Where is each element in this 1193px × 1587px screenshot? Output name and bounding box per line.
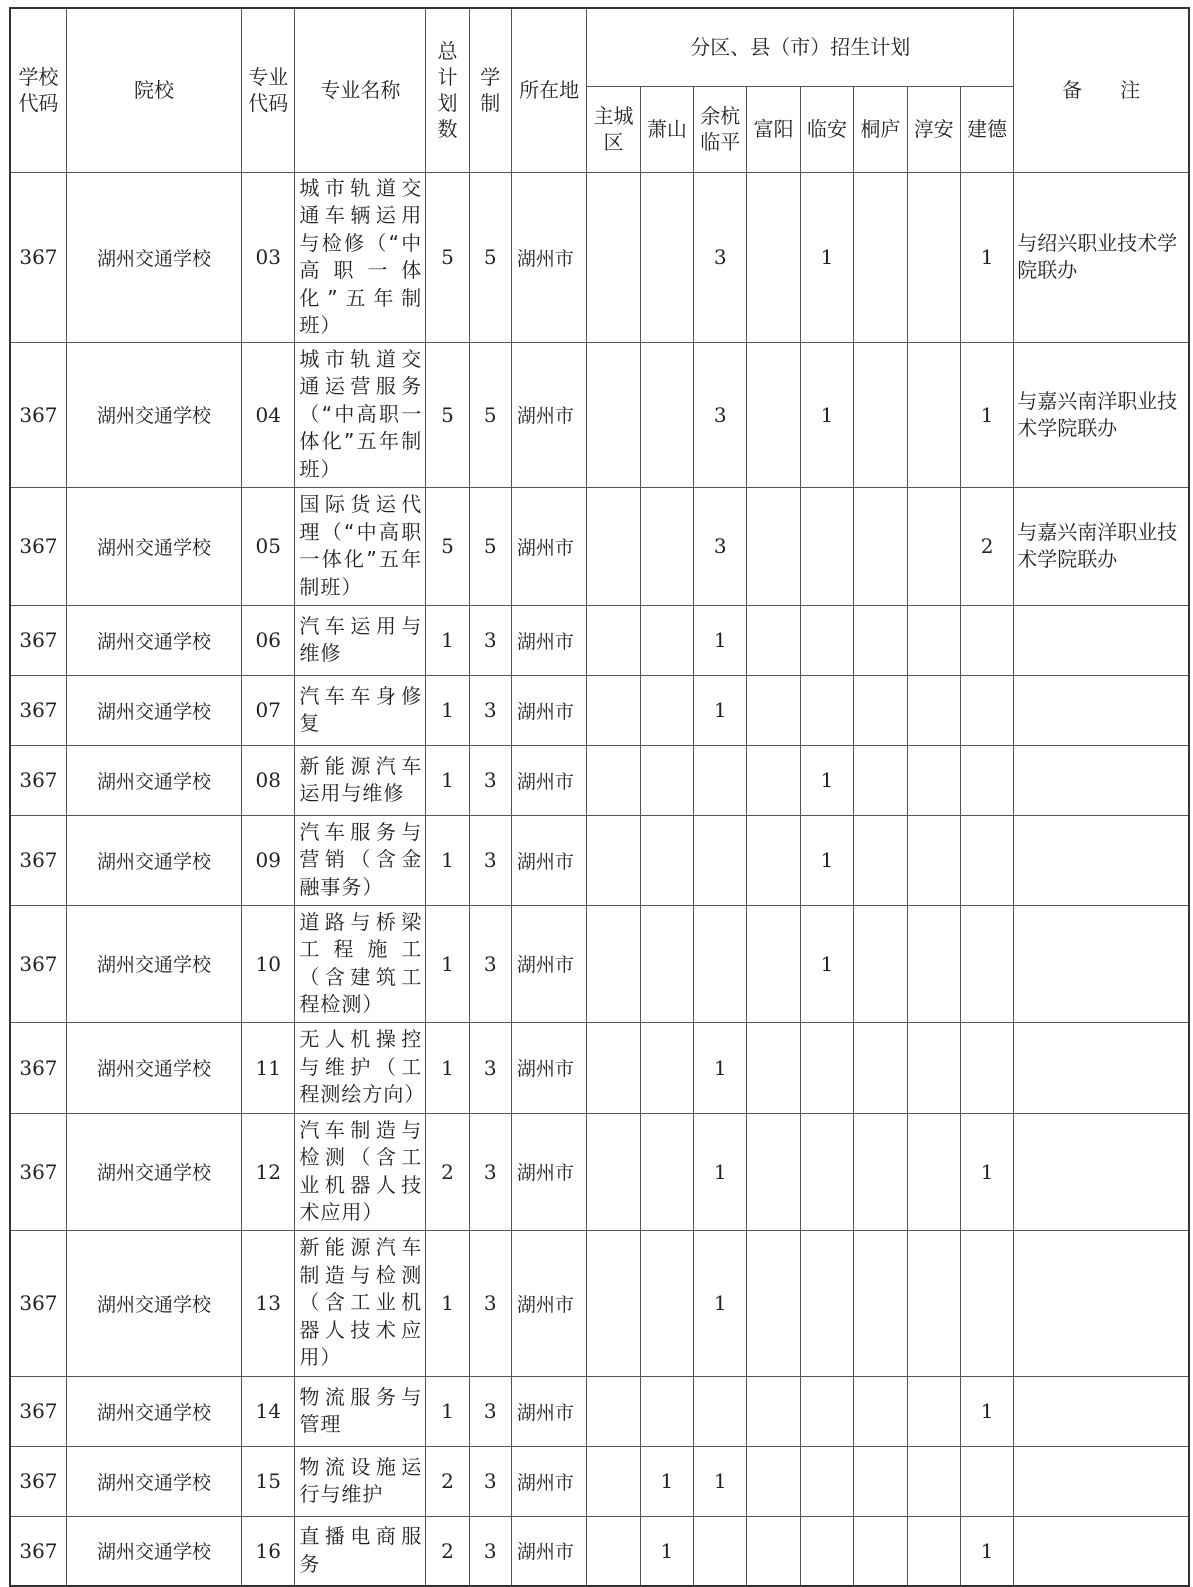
cell-yuhang-linping bbox=[694, 1516, 747, 1586]
cell-major-code: 16 bbox=[242, 1516, 295, 1586]
cell-linan bbox=[800, 1516, 853, 1586]
cell-tonglu bbox=[854, 1376, 907, 1446]
cell-linan: 1 bbox=[800, 342, 853, 487]
cell-location: 湖州市 bbox=[511, 745, 587, 815]
cell-remark bbox=[1014, 745, 1189, 815]
table-row bbox=[10, 1516, 1189, 1586]
cell-school: 湖州交通学校 bbox=[66, 1376, 241, 1446]
cell-duration: 3 bbox=[469, 905, 511, 1022]
table-header bbox=[10, 8, 1189, 172]
cell-major-name: 国际货运代理（“中高职一体化”五年制班） bbox=[295, 487, 426, 605]
cell-total: 1 bbox=[426, 1376, 469, 1446]
cell-xiaoshan bbox=[640, 605, 693, 675]
cell-school: 湖州交通学校 bbox=[66, 815, 241, 905]
cell-xiaoshan bbox=[640, 675, 693, 745]
cell-major-name: 汽车制造与检测（含工业机器人技术应用） bbox=[295, 1113, 426, 1230]
cell-location: 湖州市 bbox=[511, 172, 587, 342]
table-row bbox=[10, 605, 1189, 675]
cell-major-name: 新能源汽车制造与检测（含工业机器人技术应用） bbox=[295, 1230, 426, 1376]
cell-school: 湖州交通学校 bbox=[66, 905, 241, 1022]
cell-total: 5 bbox=[426, 487, 469, 605]
cell-fuyang bbox=[747, 1446, 800, 1516]
cell-chunan bbox=[907, 1113, 960, 1230]
table-row bbox=[10, 342, 1189, 487]
cell-jiande bbox=[960, 1446, 1013, 1516]
cell-zhucheng bbox=[587, 905, 640, 1022]
cell-linan bbox=[800, 1022, 853, 1113]
cell-jiande bbox=[960, 675, 1013, 745]
cell-school-code: 367 bbox=[10, 1376, 66, 1446]
cell-major-name: 道路与桥梁工程施工（含建筑工程检测） bbox=[295, 905, 426, 1022]
cell-jiande: 1 bbox=[960, 1516, 1013, 1586]
cell-major-code: 03 bbox=[242, 172, 295, 342]
cell-linan bbox=[800, 487, 853, 605]
cell-linan bbox=[800, 675, 853, 745]
cell-yuhang-linping: 1 bbox=[694, 1113, 747, 1230]
cell-duration: 3 bbox=[469, 675, 511, 745]
cell-linan: 1 bbox=[800, 172, 853, 342]
header-district-jiande: 建德 bbox=[960, 86, 1013, 172]
header-district-xiaoshan: 萧山 bbox=[640, 86, 693, 172]
cell-location: 湖州市 bbox=[511, 1113, 587, 1230]
cell-tonglu bbox=[854, 1446, 907, 1516]
cell-major-name: 城市轨道交通车辆运用与检修（“中高职一体化”五年制班） bbox=[295, 172, 426, 342]
cell-xiaoshan bbox=[640, 1376, 693, 1446]
cell-chunan bbox=[907, 487, 960, 605]
cell-remark bbox=[1014, 905, 1189, 1022]
header-major-code: 专业代码 bbox=[242, 8, 295, 172]
cell-remark: 与嘉兴南洋职业技术学院联办 bbox=[1014, 342, 1189, 487]
cell-school: 湖州交通学校 bbox=[66, 1022, 241, 1113]
cell-total: 1 bbox=[426, 1230, 469, 1376]
cell-tonglu bbox=[854, 342, 907, 487]
cell-total: 5 bbox=[426, 342, 469, 487]
header-remarks: 备注 bbox=[1014, 8, 1189, 172]
cell-xiaoshan bbox=[640, 1022, 693, 1113]
header-district-fuyang: 富阳 bbox=[747, 86, 800, 172]
cell-school: 湖州交通学校 bbox=[66, 342, 241, 487]
cell-remark bbox=[1014, 1446, 1189, 1516]
cell-tonglu bbox=[854, 1113, 907, 1230]
cell-tonglu bbox=[854, 1022, 907, 1113]
cell-major-name: 城市轨道交通运营服务（“中高职一体化”五年制班） bbox=[295, 342, 426, 487]
cell-major-code: 12 bbox=[242, 1113, 295, 1230]
cell-fuyang bbox=[747, 1376, 800, 1446]
cell-tonglu bbox=[854, 172, 907, 342]
cell-major-code: 04 bbox=[242, 342, 295, 487]
cell-fuyang bbox=[747, 342, 800, 487]
cell-chunan bbox=[907, 675, 960, 745]
cell-tonglu bbox=[854, 815, 907, 905]
cell-school: 湖州交通学校 bbox=[66, 1113, 241, 1230]
table-row bbox=[10, 1376, 1189, 1446]
cell-tonglu bbox=[854, 1230, 907, 1376]
cell-school: 湖州交通学校 bbox=[66, 745, 241, 815]
cell-fuyang bbox=[747, 1022, 800, 1113]
cell-school-code: 367 bbox=[10, 1446, 66, 1516]
cell-xiaoshan bbox=[640, 745, 693, 815]
cell-jiande bbox=[960, 1022, 1013, 1113]
cell-yuhang-linping: 1 bbox=[694, 1230, 747, 1376]
cell-school-code: 367 bbox=[10, 487, 66, 605]
cell-total: 2 bbox=[426, 1516, 469, 1586]
cell-xiaoshan bbox=[640, 1113, 693, 1230]
cell-school-code: 367 bbox=[10, 905, 66, 1022]
table-row bbox=[10, 745, 1189, 815]
cell-fuyang bbox=[747, 172, 800, 342]
cell-major-name: 无人机操控与维护（工程测绘方向） bbox=[295, 1022, 426, 1113]
cell-duration: 3 bbox=[469, 815, 511, 905]
cell-school: 湖州交通学校 bbox=[66, 1516, 241, 1586]
cell-zhucheng bbox=[587, 815, 640, 905]
table-row bbox=[10, 815, 1189, 905]
cell-zhucheng bbox=[587, 1022, 640, 1113]
cell-xiaoshan bbox=[640, 342, 693, 487]
cell-chunan bbox=[907, 905, 960, 1022]
cell-total: 1 bbox=[426, 815, 469, 905]
cell-yuhang-linping bbox=[694, 745, 747, 815]
cell-location: 湖州市 bbox=[511, 905, 587, 1022]
cell-major-code: 13 bbox=[242, 1230, 295, 1376]
cell-tonglu bbox=[854, 675, 907, 745]
header-district-yuhang-linping: 余杭临平 bbox=[694, 86, 747, 172]
cell-chunan bbox=[907, 172, 960, 342]
cell-tonglu bbox=[854, 1516, 907, 1586]
cell-remark bbox=[1014, 675, 1189, 745]
cell-tonglu bbox=[854, 745, 907, 815]
cell-duration: 3 bbox=[469, 1516, 511, 1586]
cell-xiaoshan bbox=[640, 172, 693, 342]
cell-school: 湖州交通学校 bbox=[66, 605, 241, 675]
cell-location: 湖州市 bbox=[511, 487, 587, 605]
cell-remark bbox=[1014, 815, 1189, 905]
header-school: 院校 bbox=[66, 8, 241, 172]
cell-location: 湖州市 bbox=[511, 605, 587, 675]
cell-school-code: 367 bbox=[10, 605, 66, 675]
cell-major-code: 11 bbox=[242, 1022, 295, 1113]
table-row bbox=[10, 905, 1189, 1022]
cell-zhucheng bbox=[587, 745, 640, 815]
cell-total: 1 bbox=[426, 605, 469, 675]
cell-school-code: 367 bbox=[10, 342, 66, 487]
cell-duration: 5 bbox=[469, 342, 511, 487]
cell-zhucheng bbox=[587, 1446, 640, 1516]
cell-fuyang bbox=[747, 1230, 800, 1376]
cell-tonglu bbox=[854, 487, 907, 605]
cell-jiande bbox=[960, 905, 1013, 1022]
cell-yuhang-linping: 1 bbox=[694, 1022, 747, 1113]
cell-chunan bbox=[907, 1516, 960, 1586]
cell-remark bbox=[1014, 605, 1189, 675]
cell-tonglu bbox=[854, 905, 907, 1022]
cell-school-code: 367 bbox=[10, 1022, 66, 1113]
cell-chunan bbox=[907, 1376, 960, 1446]
cell-remark bbox=[1014, 1516, 1189, 1586]
cell-chunan bbox=[907, 342, 960, 487]
cell-jiande: 1 bbox=[960, 1113, 1013, 1230]
table-row bbox=[10, 1113, 1189, 1230]
cell-zhucheng bbox=[587, 342, 640, 487]
header-district-linan: 临安 bbox=[800, 86, 853, 172]
cell-duration: 5 bbox=[469, 172, 511, 342]
cell-major-name: 汽车运用与维修 bbox=[295, 605, 426, 675]
cell-total: 2 bbox=[426, 1446, 469, 1516]
table-row bbox=[10, 675, 1189, 745]
cell-yuhang-linping: 1 bbox=[694, 675, 747, 745]
enrollment-plan-sheet bbox=[9, 7, 1190, 1587]
cell-fuyang bbox=[747, 487, 800, 605]
cell-school: 湖州交通学校 bbox=[66, 1230, 241, 1376]
cell-zhucheng bbox=[587, 487, 640, 605]
cell-zhucheng bbox=[587, 1516, 640, 1586]
cell-xiaoshan bbox=[640, 487, 693, 605]
cell-xiaoshan: 1 bbox=[640, 1516, 693, 1586]
cell-jiande bbox=[960, 815, 1013, 905]
cell-location: 湖州市 bbox=[511, 675, 587, 745]
cell-fuyang bbox=[747, 1516, 800, 1586]
cell-major-code: 15 bbox=[242, 1446, 295, 1516]
cell-yuhang-linping: 3 bbox=[694, 487, 747, 605]
table-row bbox=[10, 1230, 1189, 1376]
header-district-tonglu: 桐庐 bbox=[854, 86, 907, 172]
cell-chunan bbox=[907, 815, 960, 905]
cell-remark bbox=[1014, 1022, 1189, 1113]
cell-fuyang bbox=[747, 745, 800, 815]
cell-major-name: 物流服务与管理 bbox=[295, 1376, 426, 1446]
cell-zhucheng bbox=[587, 605, 640, 675]
cell-linan bbox=[800, 1376, 853, 1446]
cell-yuhang-linping: 3 bbox=[694, 172, 747, 342]
cell-xiaoshan bbox=[640, 815, 693, 905]
cell-fuyang bbox=[747, 675, 800, 745]
cell-major-code: 14 bbox=[242, 1376, 295, 1446]
cell-location: 湖州市 bbox=[511, 1446, 587, 1516]
cell-location: 湖州市 bbox=[511, 1376, 587, 1446]
cell-school: 湖州交通学校 bbox=[66, 1446, 241, 1516]
cell-linan bbox=[800, 1113, 853, 1230]
cell-location: 湖州市 bbox=[511, 342, 587, 487]
table-row bbox=[10, 487, 1189, 605]
cell-chunan bbox=[907, 1022, 960, 1113]
header-duration: 学制 bbox=[469, 8, 511, 172]
cell-major-name: 汽车服务与营销（含金融事务） bbox=[295, 815, 426, 905]
cell-linan: 1 bbox=[800, 815, 853, 905]
cell-school: 湖州交通学校 bbox=[66, 172, 241, 342]
cell-major-name: 物流设施运行与维护 bbox=[295, 1446, 426, 1516]
cell-school: 湖州交通学校 bbox=[66, 487, 241, 605]
cell-school-code: 367 bbox=[10, 1516, 66, 1586]
header-major-name: 专业名称 bbox=[295, 8, 426, 172]
cell-jiande: 1 bbox=[960, 342, 1013, 487]
header-district-chunan: 淳安 bbox=[907, 86, 960, 172]
cell-school-code: 367 bbox=[10, 172, 66, 342]
header-district-plan: 分区、县（市）招生计划 bbox=[587, 8, 1014, 86]
table-row bbox=[10, 1446, 1189, 1516]
cell-chunan bbox=[907, 605, 960, 675]
cell-school-code: 367 bbox=[10, 1230, 66, 1376]
cell-chunan bbox=[907, 745, 960, 815]
cell-jiande: 1 bbox=[960, 172, 1013, 342]
table-row bbox=[10, 172, 1189, 342]
cell-remark: 与绍兴职业技术学院联办 bbox=[1014, 172, 1189, 342]
cell-zhucheng bbox=[587, 1230, 640, 1376]
cell-total: 1 bbox=[426, 1022, 469, 1113]
cell-major-code: 10 bbox=[242, 905, 295, 1022]
cell-chunan bbox=[907, 1230, 960, 1376]
cell-school-code: 367 bbox=[10, 1113, 66, 1230]
table-body bbox=[10, 172, 1189, 1586]
cell-yuhang-linping: 3 bbox=[694, 342, 747, 487]
header-school-code: 学校代码 bbox=[10, 8, 66, 172]
cell-major-name: 直播电商服务 bbox=[295, 1516, 426, 1586]
cell-jiande: 2 bbox=[960, 487, 1013, 605]
cell-school: 湖州交通学校 bbox=[66, 675, 241, 745]
cell-yuhang-linping: 1 bbox=[694, 1446, 747, 1516]
cell-school-code: 367 bbox=[10, 675, 66, 745]
cell-zhucheng bbox=[587, 675, 640, 745]
cell-total: 5 bbox=[426, 172, 469, 342]
cell-yuhang-linping bbox=[694, 1376, 747, 1446]
cell-major-code: 08 bbox=[242, 745, 295, 815]
cell-duration: 3 bbox=[469, 605, 511, 675]
cell-yuhang-linping bbox=[694, 905, 747, 1022]
cell-linan: 1 bbox=[800, 745, 853, 815]
cell-remark: 与嘉兴南洋职业技术学院联办 bbox=[1014, 487, 1189, 605]
cell-jiande bbox=[960, 1230, 1013, 1376]
header-district-zhucheng: 主城区 bbox=[587, 86, 640, 172]
cell-jiande bbox=[960, 745, 1013, 815]
cell-major-code: 05 bbox=[242, 487, 295, 605]
cell-linan: 1 bbox=[800, 905, 853, 1022]
cell-xiaoshan: 1 bbox=[640, 1446, 693, 1516]
enrollment-plan-table bbox=[9, 7, 1190, 1587]
cell-zhucheng bbox=[587, 1376, 640, 1446]
cell-xiaoshan bbox=[640, 1230, 693, 1376]
cell-duration: 3 bbox=[469, 1446, 511, 1516]
cell-total: 1 bbox=[426, 745, 469, 815]
cell-jiande bbox=[960, 605, 1013, 675]
cell-zhucheng bbox=[587, 172, 640, 342]
cell-duration: 3 bbox=[469, 745, 511, 815]
cell-location: 湖州市 bbox=[511, 1230, 587, 1376]
cell-chunan bbox=[907, 1446, 960, 1516]
cell-remark bbox=[1014, 1376, 1189, 1446]
cell-major-code: 07 bbox=[242, 675, 295, 745]
cell-major-name: 新能源汽车运用与维修 bbox=[295, 745, 426, 815]
cell-major-code: 06 bbox=[242, 605, 295, 675]
cell-fuyang bbox=[747, 815, 800, 905]
cell-fuyang bbox=[747, 1113, 800, 1230]
cell-fuyang bbox=[747, 605, 800, 675]
cell-linan bbox=[800, 1446, 853, 1516]
cell-major-code: 09 bbox=[242, 815, 295, 905]
cell-linan bbox=[800, 605, 853, 675]
cell-school-code: 367 bbox=[10, 815, 66, 905]
cell-duration: 3 bbox=[469, 1113, 511, 1230]
cell-duration: 3 bbox=[469, 1376, 511, 1446]
cell-remark bbox=[1014, 1230, 1189, 1376]
cell-duration: 3 bbox=[469, 1230, 511, 1376]
cell-duration: 3 bbox=[469, 1022, 511, 1113]
cell-location: 湖州市 bbox=[511, 1022, 587, 1113]
cell-yuhang-linping bbox=[694, 815, 747, 905]
cell-zhucheng bbox=[587, 1113, 640, 1230]
cell-xiaoshan bbox=[640, 905, 693, 1022]
cell-location: 湖州市 bbox=[511, 815, 587, 905]
cell-total: 2 bbox=[426, 1113, 469, 1230]
cell-location: 湖州市 bbox=[511, 1516, 587, 1586]
cell-remark bbox=[1014, 1113, 1189, 1230]
cell-major-name: 汽车车身修复 bbox=[295, 675, 426, 745]
cell-linan bbox=[800, 1230, 853, 1376]
cell-fuyang bbox=[747, 905, 800, 1022]
header-location: 所在地 bbox=[511, 8, 587, 172]
cell-school-code: 367 bbox=[10, 745, 66, 815]
cell-total: 1 bbox=[426, 675, 469, 745]
table-row bbox=[10, 1022, 1189, 1113]
cell-jiande: 1 bbox=[960, 1376, 1013, 1446]
cell-duration: 5 bbox=[469, 487, 511, 605]
header-total-plan: 总计划数 bbox=[426, 8, 469, 172]
cell-yuhang-linping: 1 bbox=[694, 605, 747, 675]
cell-total: 1 bbox=[426, 905, 469, 1022]
cell-tonglu bbox=[854, 605, 907, 675]
